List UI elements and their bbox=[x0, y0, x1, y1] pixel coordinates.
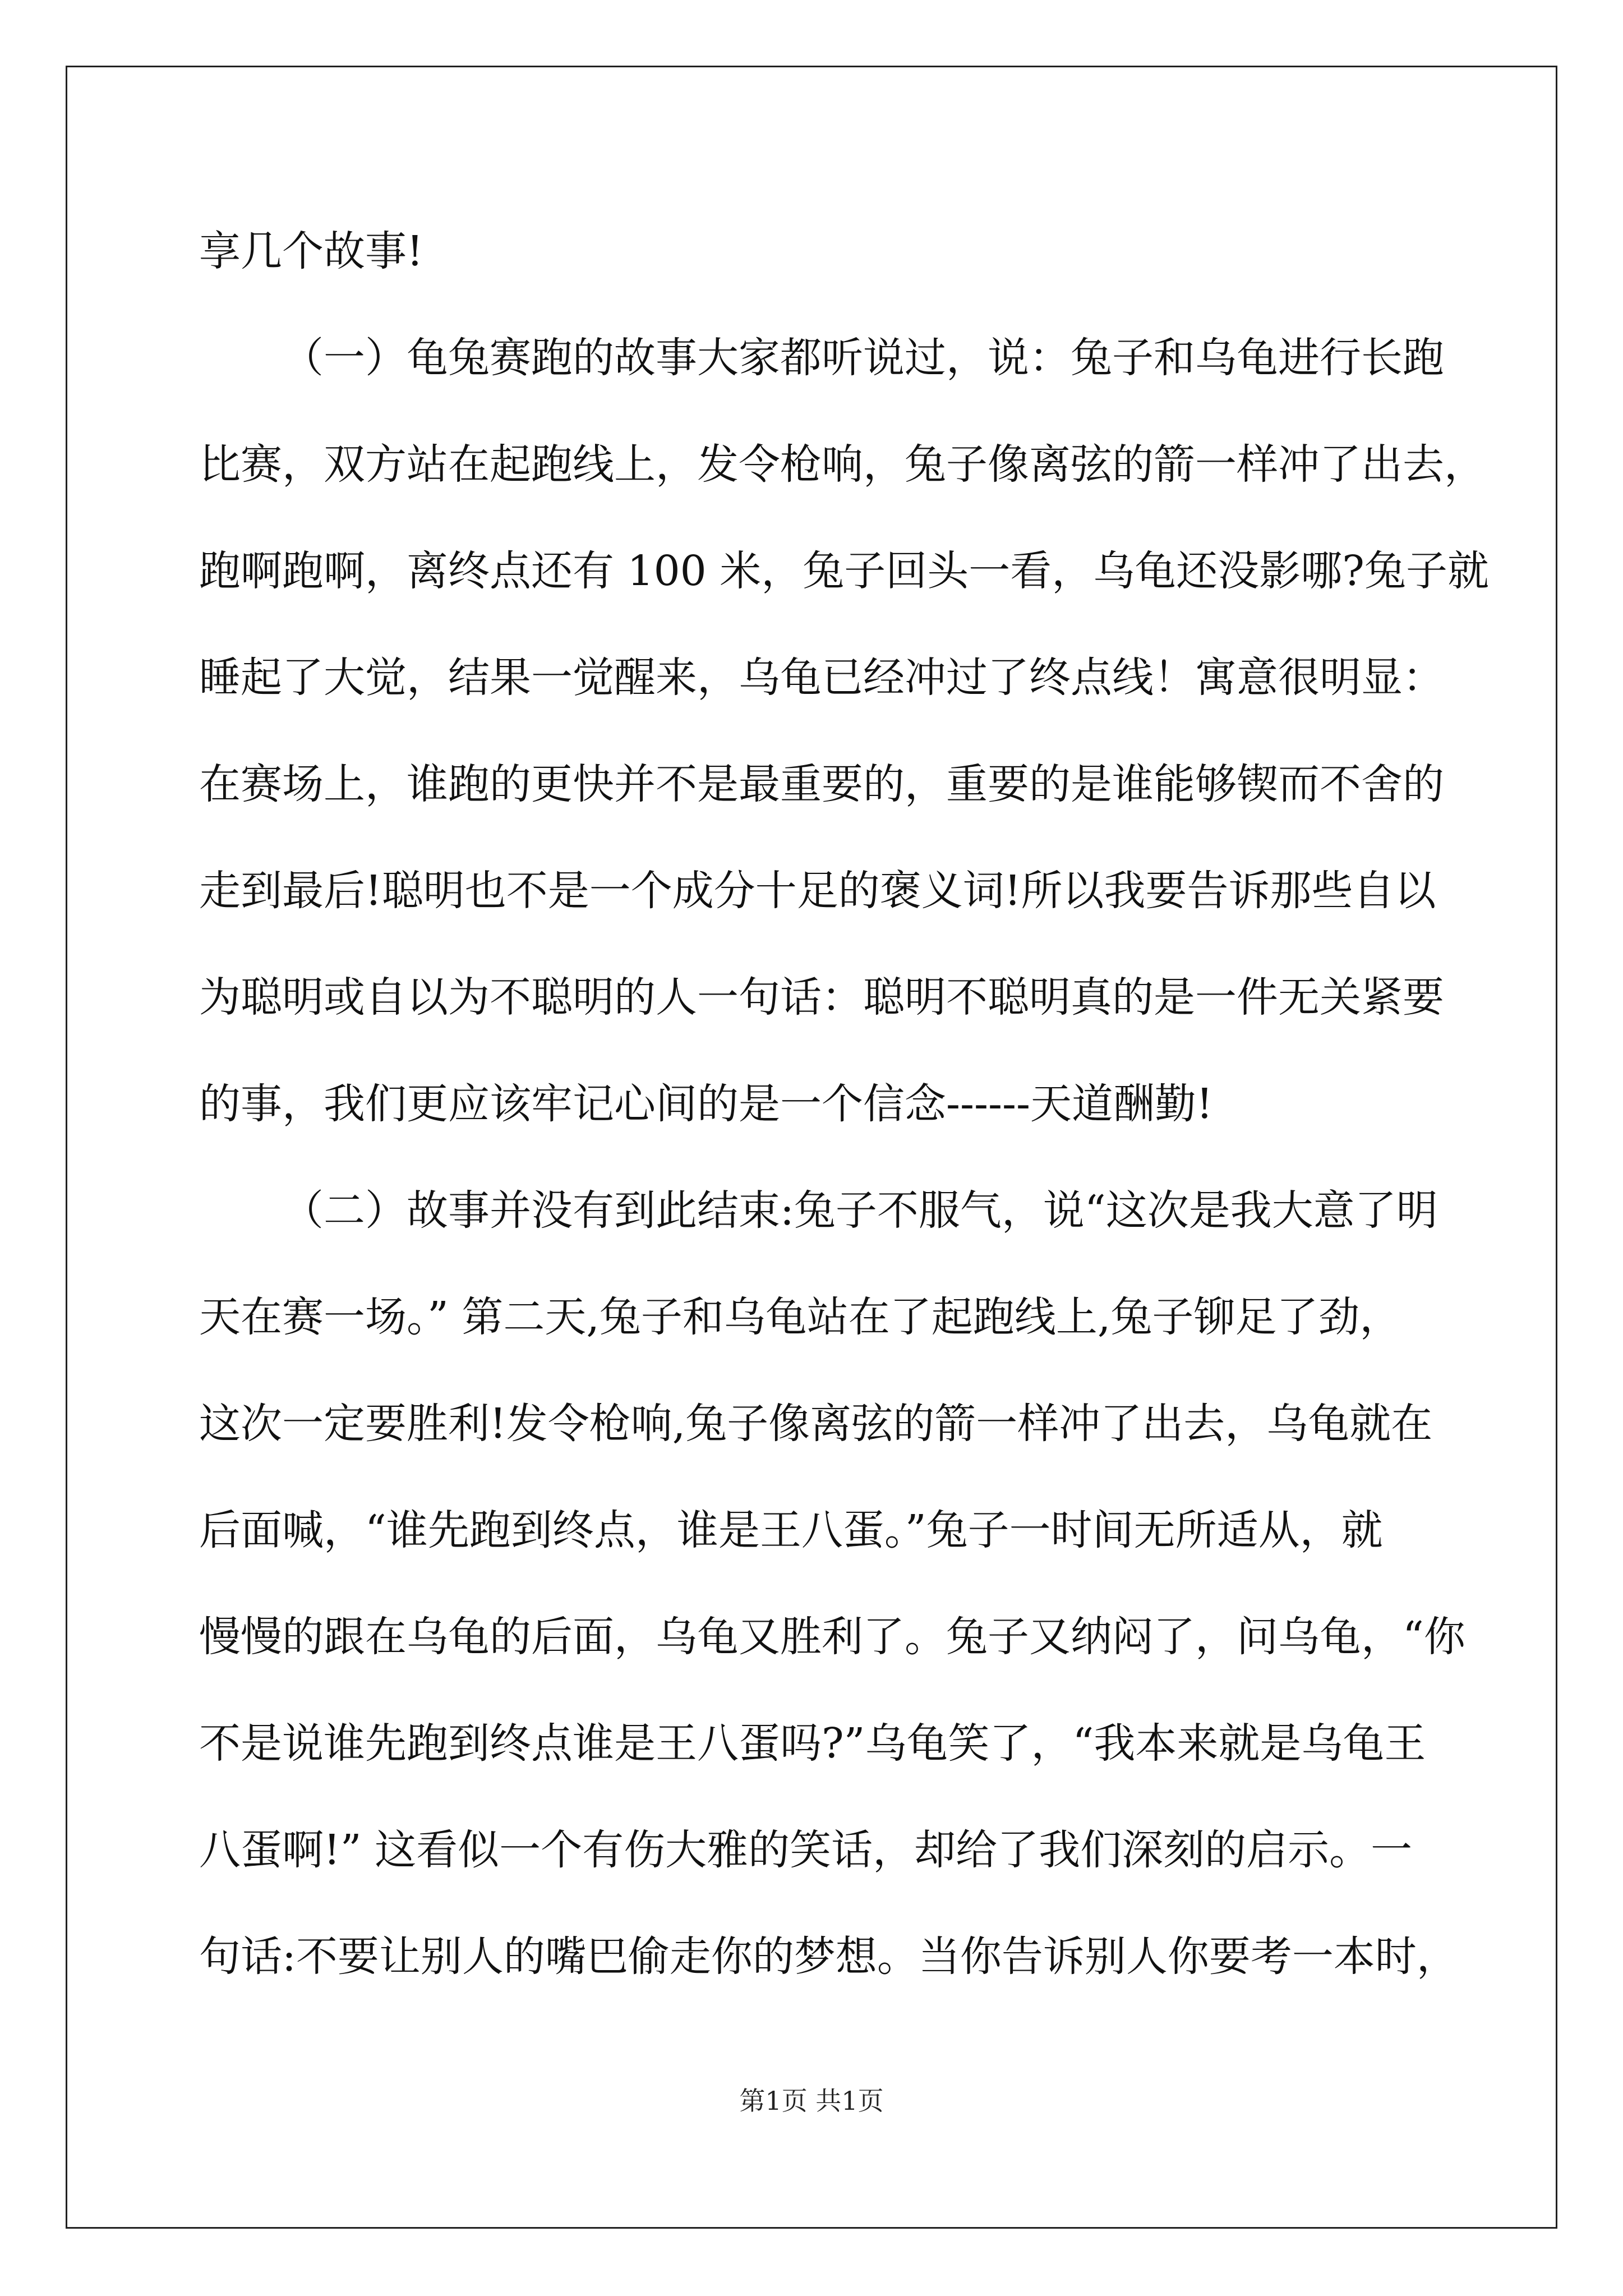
text-line: 跑啊跑啊，离终点还有 100 米，兔子回头一看，乌龟还没影哪?兔子就 bbox=[199, 547, 1489, 595]
text-line: 享几个故事! bbox=[199, 227, 423, 275]
text-line: 慢慢的跟在乌龟的后面，乌龟又胜利了。兔子又纳闷了，问乌龟，“你 bbox=[199, 1613, 1465, 1661]
paragraph-1-start: （一）龟兔赛跑的故事大家都听说过，说：兔子和乌龟进行长跑 bbox=[282, 334, 1444, 382]
page-footer: 第1页 共1页 bbox=[739, 2086, 884, 2116]
text-line: 的事，我们更应该牢记心间的是一个信念------天道酬勤! bbox=[199, 1080, 1213, 1128]
paragraph-2-start: （二）故事并没有到此结束:兔子不服气，说“这次是我大意了明 bbox=[282, 1186, 1438, 1235]
text-line: 这次一定要胜利!发令枪响,兔子像离弦的箭一样冲了出去，乌龟就在 bbox=[199, 1400, 1433, 1448]
text-line: 比赛，双方站在起跑线上，发令枪响，兔子像离弦的箭一样冲了出去， bbox=[199, 440, 1486, 489]
text-line: 走到最后!聪明也不是一个成分十足的褒义词!所以我要告诉那些自以 bbox=[199, 867, 1436, 915]
text-line: 句话:不要让别人的嘴巴偷走你的梦想。当你告诉别人你要考一本时， bbox=[199, 1932, 1458, 1981]
text-line: 不是说谁先跑到终点谁是王八蛋吗?”乌龟笑了，“我本来就是乌龟王 bbox=[199, 1719, 1426, 1768]
text-line: 天在赛一场。” 第二天,兔子和乌龟站在了起跑线上,兔子铆足了劲， bbox=[199, 1293, 1401, 1341]
text-line: 在赛场上，谁跑的更快并不是最重要的，重要的是谁能够锲而不舍的 bbox=[199, 760, 1444, 808]
text-line: 八蛋啊!” 这看似一个有伤大雅的笑话，却给了我们深刻的启示。一 bbox=[199, 1826, 1413, 1874]
text-line: 后面喊，“谁先跑到终点，谁是王八蛋。”兔子一时间无所适从，就 bbox=[199, 1506, 1383, 1554]
text-line: 睡起了大觉，结果一觉醒来，乌龟已经冲过了终点线！寓意很明显： bbox=[199, 654, 1444, 702]
text-line: 为聪明或自以为不聪明的人一句话：聪明不聪明真的是一件无关紧要 bbox=[199, 973, 1444, 1022]
